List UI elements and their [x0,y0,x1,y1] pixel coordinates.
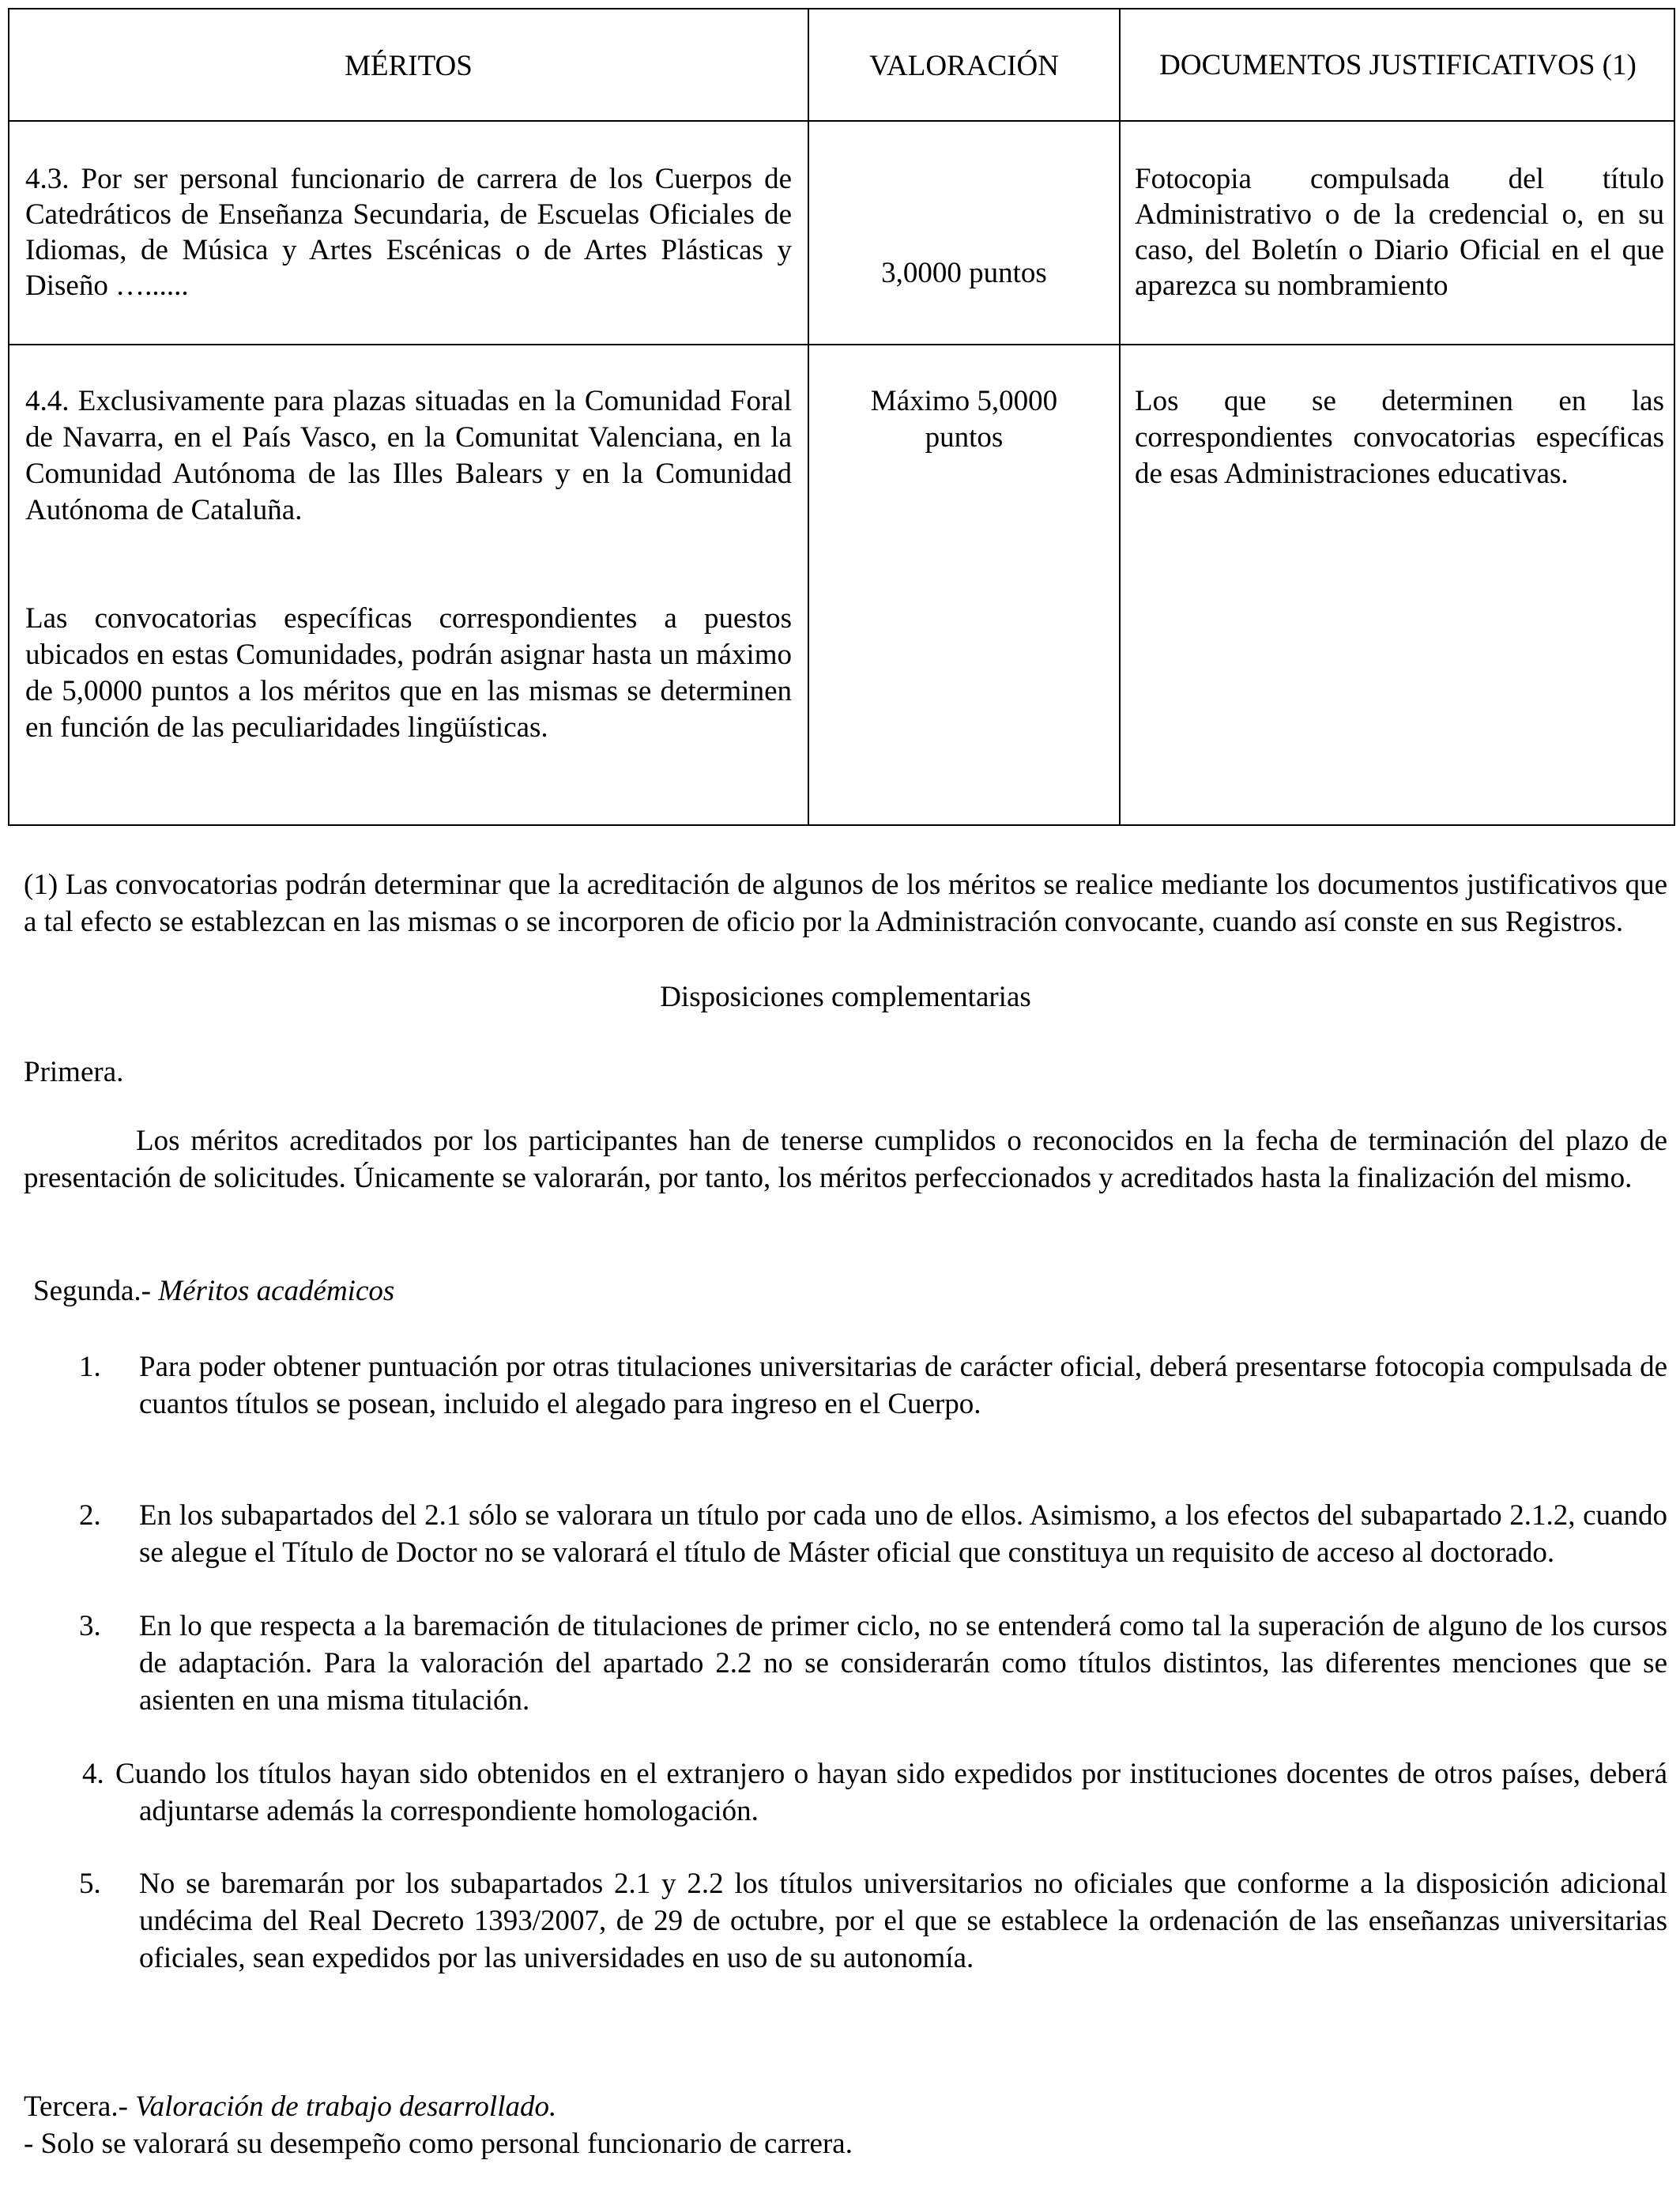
table-divider [9,120,1674,122]
tercera-line: - Solo se valorará su desempeño como personal funcionario de carrera. [24,2128,853,2160]
footnote: (1) Las convocatorias podrán determinar que la acreditación de algunos de los méritos se realice mediante los documentos justificativos que a tal efecto se establezcan en las mismas o se incorporen de oficio por la Administración convocante, cuando así conste en sus Registros. [24,869,1667,938]
list-item [79,1865,1667,1977]
list-number: 4. [82,1758,104,1790]
row-4-3-valoracion: 3,0000 puntos [881,257,1047,289]
table-divider [9,344,1674,345]
header-meritos: MÉRITOS [345,50,473,82]
table-divider [1119,9,1121,824]
list-text [115,1755,1667,1830]
header-valoracion: VALORACIÓN [869,50,1059,82]
segunda-title: Méritos académicos [158,1275,395,1307]
row-4-3-documentos: Fotocopia compulsada del título Administrativo o de la credencial o, en su caso, del Boletín o Diario Oficial en el que aparezca su nombramiento [1135,163,1664,302]
table-divider [808,9,809,824]
list-number: 1. [79,1351,101,1383]
tercera-title: Valoración de trabajo desarrollado. [135,2090,557,2123]
list-number: 2. [79,1499,101,1532]
segunda-label: Segunda.- [33,1275,159,1307]
list-item [79,1755,1667,1830]
list-number: 3. [79,1610,101,1642]
tercera-heading [24,2088,556,2125]
list-item [79,1497,1667,1571]
list-text: Para poder obtener puntuación por otras titulaciones universitarias de carácter oficial, deberá presentarse fotocopia compulsada de cuantos títulos se posean, incluido el alegado para ingreso en el Cuerpo. [139,1351,1667,1420]
tercera-label: Tercera.- [24,2090,136,2123]
row-4-4-documentos: Los que se determinen en las correspondientes convocatorias específicas de esas Administraciones educativas. [1135,385,1664,490]
merits-table [8,8,1675,826]
list-item [79,1348,1667,1423]
header-documentos: DOCUMENTOS JUSTIFICATIVOS (1) [1159,49,1637,81]
primera-text: Los méritos acreditados por los participantes han de tenerse cumplidos o reconocidos en la fecha de terminación del plazo de presentación de solicitudes. Únicamente se valorarán, por tanto, los méritos perfeccionados y acreditados hasta la finalización del mismo. [24,1125,1667,1194]
segunda-heading [33,1272,394,1310]
row-4-4-merito-extra: Las convocatorias específicas correspondientes a puestos ubicados en estas Comunidades, podrán asignar hasta un máximo de 5,0000 puntos a los méritos que en las mismas se determinen en función de las peculiaridades lingüísticas. [25,602,792,744]
list-number: 5. [79,1868,101,1900]
row-4-3-merito: 4.3. Por ser personal funcionario de carrera de los Cuerpos de Catedráticos de Enseñanza Secundaria, de Escuelas Oficiales de Idiomas, de Música y Artes Escénicas o de Artes Plásticas y Diseño …...... [25,163,792,302]
row-4-4-valoracion: Máximo 5,0000 puntos [870,385,1058,454]
section-title: Disposiciones complementarias [660,981,1031,1013]
list-text: En los subapartados del 2.1 sólo se valorara un título por cada uno de ellos. Asimismo, a los efectos del subapartado 2.1.2, cuando se alegue el Título de Doctor no se valorará el título de Máster oficial que constituya un requisito de acceso al doctorado. [139,1499,1667,1569]
list-text-content: Cuando los títulos hayan sido obtenidos en el extranjero o hayan sido expedidos por instituciones docentes de otros países, deberá adjuntarse además la correspondiente homologación. [115,1758,1667,1827]
list-item [79,1608,1667,1719]
primera-heading: Primera. [24,1056,124,1088]
list-text: No se baremarán por los subapartados 2.1 y 2.2 los títulos universitarios no oficiales que conforme a la disposición adicional undécima del Real Decreto 1393/2007, de 29 de octubre, por el que se establece la ordenación de las enseñanzas universitarias oficiales, sean expedidos por las universidades en uso de su autonomía. [139,1868,1667,1974]
row-4-4-merito: 4.4. Exclusivamente para plazas situadas en la Comunidad Foral de Navarra, en el País Vasco, en la Comunitat Valenciana, en la Comunidad Autónoma de las Illes Balears y en la Comunidad Autónoma de Cataluña. [25,385,792,526]
list-text: En lo que respecta a la baremación de titulaciones de primer ciclo, no se entenderá como tal la superación de alguno de los cursos de adaptación. Para la valoración del apartado 2.2 no se considerarán como títulos distintos, las diferentes menciones que se asienten en una misma titulación. [139,1610,1667,1717]
